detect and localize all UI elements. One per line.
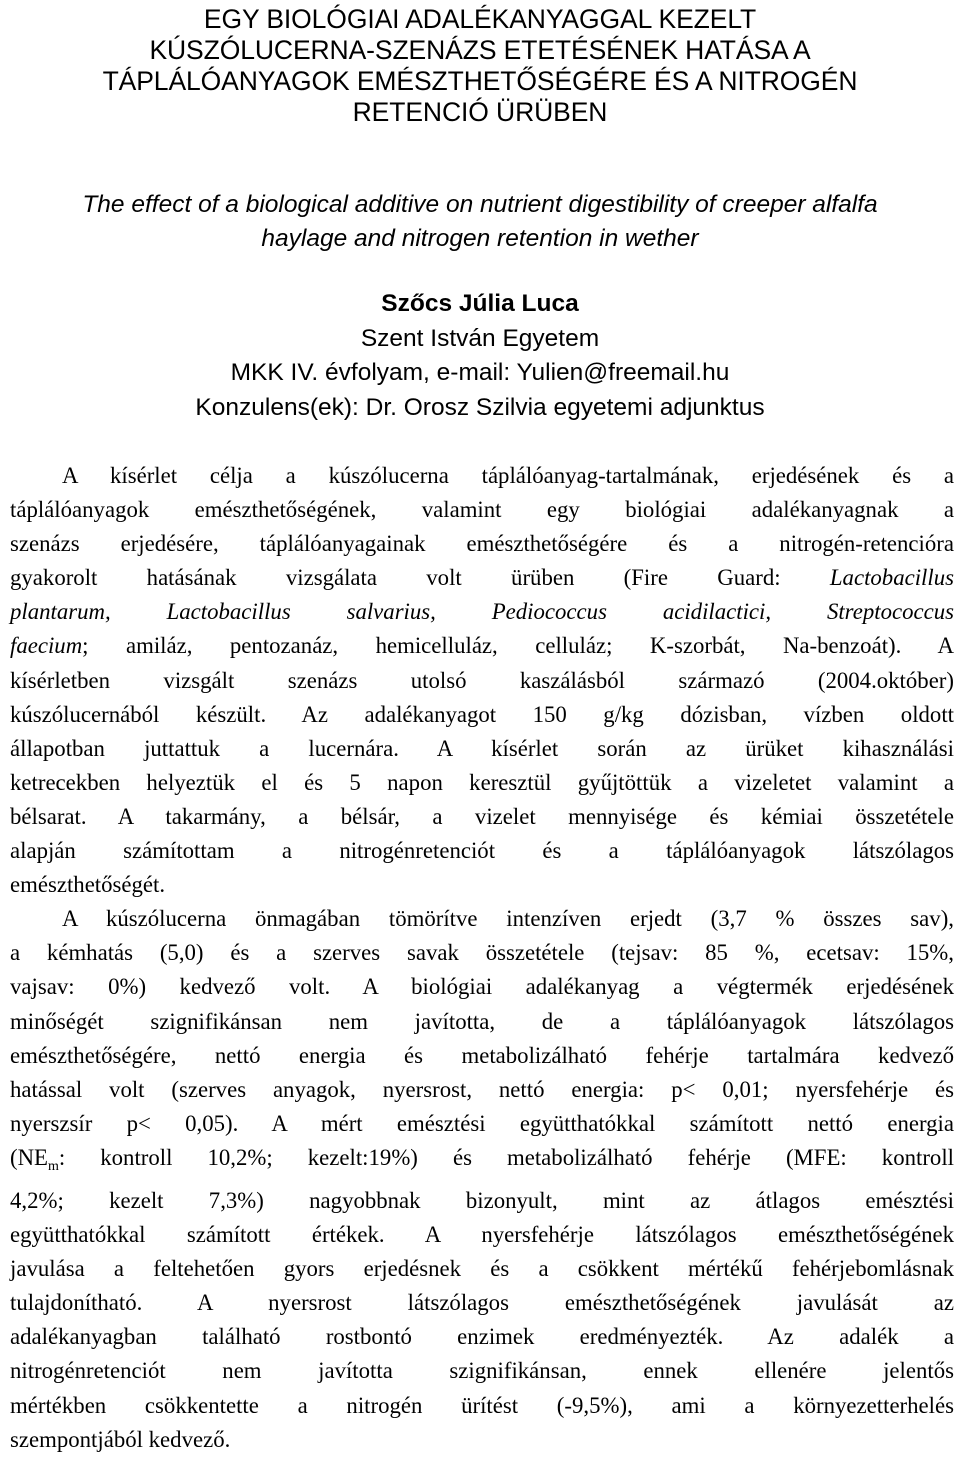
english-title (0, 188, 960, 256)
text-run: : kontroll 10,2%; kezelt:19%) és metabolizálható fehérje (MFE: kontroll (58, 1144, 954, 1170)
text-line: minőségét szignifikánsan nem javította, de a táplálóanyagok látszólagos (10, 1008, 954, 1034)
text-line (10, 629, 954, 663)
text-line: javulása a feltehetően gyors erjedésnek és a csökkent mértékű fehérjebomlásnak (10, 1256, 954, 1282)
text-line: emészthetőségére, nettó energia és metabolizálható fehérje tartalmára kedvező (10, 1042, 954, 1068)
text-line: kísérletben vizsgált szenázs utolsó kaszálásból származó (2004.október) (10, 667, 954, 693)
species-name: faecium (10, 633, 83, 659)
text-line: szempontjából kedvező. (10, 1426, 231, 1452)
text-line: ketrecekben helyeztük el és 5 napon keresztül gyűjtöttük a vizeletet valamint a (10, 769, 954, 795)
text-line: emészthetőségét. (10, 872, 166, 898)
text-line: a kémhatás (5,0) és a szerves savak összetétele (tejsav: 85 %, ecetsav: 15%, (10, 940, 954, 966)
author-name: Szőcs Júlia Luca (381, 290, 579, 317)
text-line: bélsarat. A takarmány, a bélsár, a vizelet mennyisége és kémiai összetétele (10, 803, 954, 829)
abstract-paragraph-2 (10, 902, 954, 1457)
text-line: hatással volt (szerves anyagok, nyersrost, nettó energia: p< 0,01; nyersfehérje és (10, 1076, 954, 1102)
text-line: tulajdonítható. A nyersrost látszólagos emészthetőségének javulását az (10, 1290, 954, 1316)
text-line (10, 561, 954, 595)
species-list-line: plantarum, Lactobacillus salvarius, Pediococcus acidilactici, Streptococcus (10, 599, 954, 625)
author-program-email: MKK IV. évfolyam, e-mail: Yulien@freemail.hu (230, 359, 730, 386)
text-line: vajsav: 0%) kedvező volt. A biológiai adalékanyag a végtermék erjedésének (10, 974, 954, 1000)
text-line: 4,2%; kezelt 7,3%) nagyobbnak bizonyult, mint az átlagos emésztési (10, 1187, 954, 1213)
text-line: A kísérlet célja a kúszólucerna táplálóanyag-tartalmának, erjedésének és a (62, 463, 954, 488)
species-name: Lactobacillus (829, 565, 954, 591)
text-run: gyakorolt hatásának vizsgálata volt ürüben (Fire Guard: (10, 565, 830, 591)
author-supervisor: Konzulens(ek): Dr. Orosz Szilvia egyetemi adjunktus (195, 393, 765, 421)
text-run: (NE (10, 1144, 48, 1170)
text-line: táplálóanyagok emészthetőségének, valamint egy biológiai adalékanyagnak a (10, 497, 954, 523)
text-line: nyerszsír p< 0,05). A mért emésztési együtthatókkal számított nettó energia (10, 1110, 954, 1136)
title-line: TÁPLÁLÓANYAGOK EMÉSZTHETŐSÉGÉRE ÉS A NITROGÉN (102, 66, 858, 96)
document-title (0, 4, 960, 128)
subtitle-line: The effect of a biological additive on nutrient digestibility of creeper alfalfa (82, 191, 878, 218)
text-run: ; amiláz, pentozanáz, hemicelluláz, celluláz; K-szorbát, Na-benzoát). A (82, 633, 954, 659)
subscript: m (47, 1158, 59, 1174)
abstract-body (10, 459, 954, 1457)
title-line: KÚSZÓLUCERNA-SZENÁZS ETETÉSÉNEK HATÁSA A (149, 35, 811, 65)
text-line: szenázs erjedésére, táplálóanyagainak emészthetőségére és a nitrogén-retencióra (10, 531, 954, 557)
subtitle-line: haylage and nitrogen retention in wether (261, 225, 699, 252)
text-line: mértékben csökkentette a nitrogén ürítést (-9,5%), ami a környezetterhelés (10, 1392, 954, 1418)
text-line: nitrogénretenciót nem javította szignifikánsan, ennek ellenére jelentős (10, 1358, 954, 1384)
author-block (0, 287, 960, 425)
title-line: EGY BIOLÓGIAI ADALÉKANYAGGAL KEZELT (203, 4, 757, 34)
author-institution: Szent István Egyetem (360, 324, 600, 352)
text-line: együtthatókkal számított értékek. A nyersfehérje látszólagos emészthetőségének (10, 1222, 954, 1248)
text-line (10, 1141, 954, 1184)
title-line: RETENCIÓ ÜRÜBEN (352, 97, 608, 127)
text-line: alapján számítottam a nitrogénretenciót és a táplálóanyagok látszólagos (10, 838, 954, 864)
text-line: adalékanyagban található rostbontó enzimek eredményezték. Az adalék a (10, 1324, 954, 1350)
abstract-paragraph-1 (10, 459, 954, 902)
text-line: kúszólucernából készült. Az adalékanyagot 150 g/kg dózisban, vízben oldott (10, 701, 954, 727)
text-line: állapotban juttattuk a lucernára. A kísérlet során az ürüket kihasználási (10, 735, 954, 761)
text-line: A kúszólucerna önmagában tömörítve intenzíven erjedt (3,7 % összes sav), (62, 906, 954, 932)
